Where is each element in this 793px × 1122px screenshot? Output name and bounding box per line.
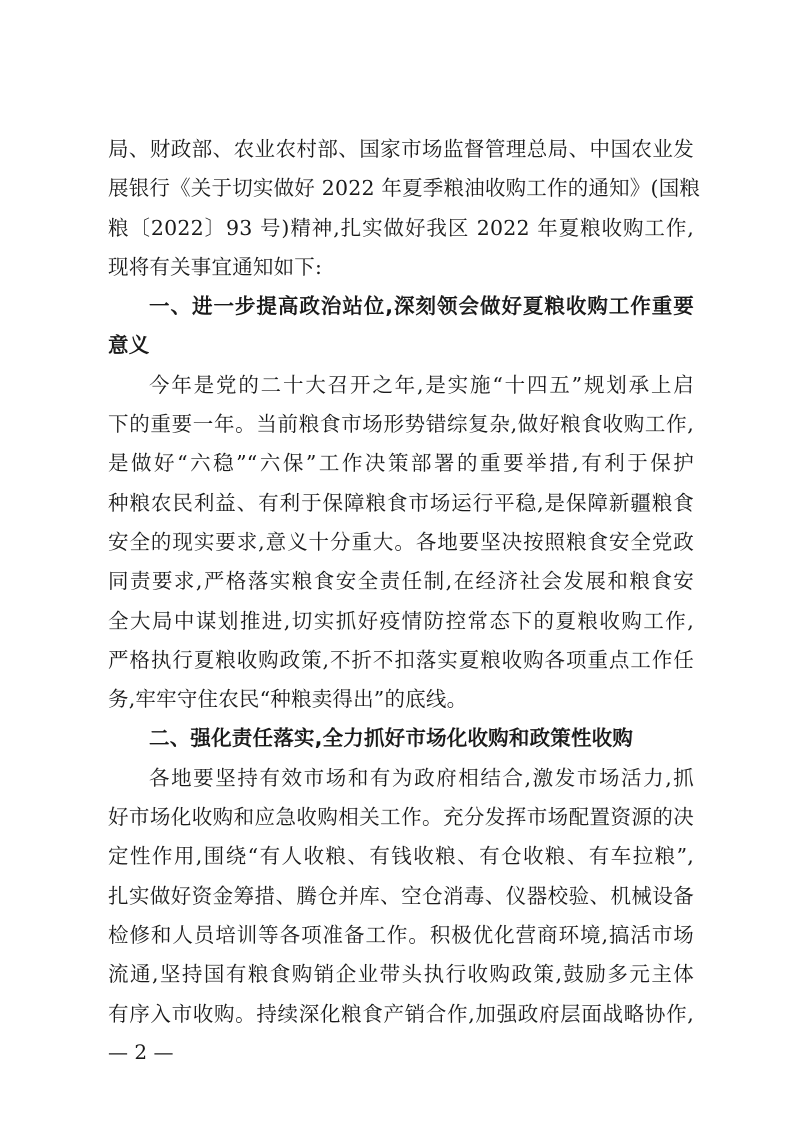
section-heading-2: 二、强化责任落实,全力抓好市场化收购和政策性收购 [149, 726, 634, 751]
paragraph-line: 局、财政部、农业农村部、国家市场监督管理总局、中国农业发 [108, 137, 694, 161]
paragraph-line: 定性作用,围绕“有人收粮、有钱收粮、有仓收粮、有车拉粮”, [108, 844, 694, 869]
paragraph-line: 扎实做好资金筹措、腾仓并库、空仓消毒、仪器校验、机械设备 [108, 883, 694, 908]
paragraph-line: 务,牢牢守住农民“种粮卖得出”的底线。 [108, 687, 468, 712]
paragraph-line: 好市场化收购和应急收购相关工作。充分发挥市场配置资源的决 [108, 805, 694, 830]
paragraph-line: 粮〔2022〕93 号)精神,扎实做好我区 2022 年夏粮收购工作, [108, 215, 694, 240]
paragraph-line: 下的重要一年。当前粮食市场形势错综复杂,做好粮食收购工作, [108, 412, 694, 437]
paragraph-line: 今年是党的二十大召开之年,是实施“十四五”规划承上启 [149, 372, 694, 397]
body-text [108, 130, 701, 1034]
section-heading-1-cont: 意义 [108, 333, 150, 358]
page-number: — 2 — [108, 1040, 174, 1064]
paragraph-line: 同责要求,严格落实粮食安全责任制,在经济社会发展和粮食安 [108, 569, 694, 594]
paragraph-line: 全大局中谋划推进,切实抓好疫情防控常态下的夏粮收购工作, [108, 608, 694, 633]
paragraph-line: 是做好“六稳”“六保”工作决策部署的重要举措,有利于保护 [108, 451, 694, 476]
paragraph-line: 现将有关事宜通知如下: [108, 254, 323, 279]
paragraph-line: 严格执行夏粮收购政策,不折不扣落实夏粮收购各项重点工作任 [108, 647, 694, 672]
paragraph-line: 种粮农民利益、有利于保障粮食市场运行平稳,是保障新疆粮食 [108, 490, 694, 515]
paragraph-line: 安全的现实要求,意义十分重大。各地要坚决按照粮食安全党政 [108, 529, 694, 554]
paragraph-line: 各地要坚持有效市场和有为政府相结合,激发市场活力,抓 [149, 765, 694, 790]
paragraph-line: 有序入市收购。持续深化粮食产销合作,加强政府层面战略协作, [108, 1001, 694, 1026]
paragraph-line: 展银行《关于切实做好 2022 年夏季粮油收购工作的通知》(国粮 [108, 176, 701, 201]
paragraph-line: 检修和人员培训等各项准备工作。积极优化营商环境,搞活市场 [108, 922, 694, 947]
paragraph-line: 流通,坚持国有粮食购销企业带头执行收购政策,鼓励多元主体 [108, 962, 694, 987]
section-heading-1: 一、进一步提高政治站位,深刻领会做好夏粮收购工作重要 [149, 294, 694, 319]
